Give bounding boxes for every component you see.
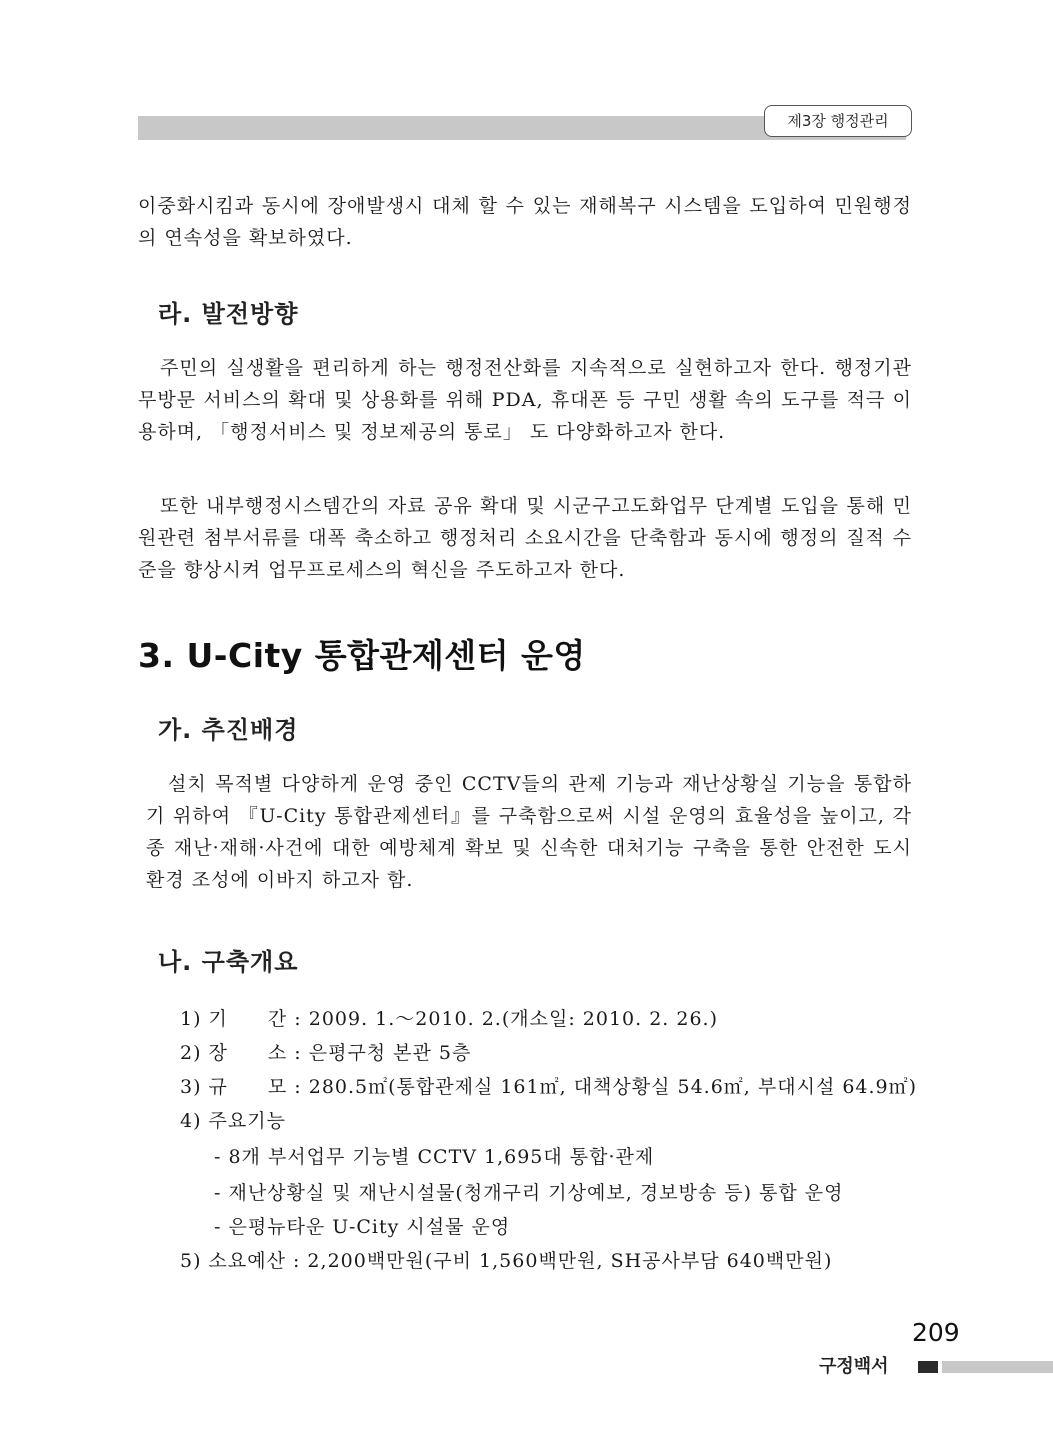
chapter-tab: 제3장 행정관리 <box>764 105 912 137</box>
section-heading-ra: 라. 발전방향 <box>158 300 299 328</box>
function-item-disaster: - 재난상황실 및 재난시설물(청개구리 기상예보, 경보방송 등) 통합 운영 <box>214 1182 844 1204</box>
overview-item-scale: 3) 규 모 : 280.5㎡(통합관제실 161㎡, 대책상황실 54.6㎡, 부대시설 64.9㎡) <box>180 1076 918 1098</box>
chapter-heading: 3. U-City 통합관제센터 운영 <box>138 636 586 675</box>
page-number: 209 <box>912 1318 960 1347</box>
overview-item-location: 2) 장 소 : 은평구청 본관 5층 <box>180 1042 472 1064</box>
overview-item-period: 1) 기 간 : 2009. 1.～2010. 2.(개소일: 2010. 2. 26.) <box>180 1008 718 1030</box>
overview-item-budget: 5) 소요예산 : 2,200백만원(구비 1,560백만원, SH공사부담 640백만원) <box>180 1250 833 1272</box>
section-heading-ga: 가. 추진배경 <box>158 716 299 744</box>
section-heading-na: 나. 구축개요 <box>158 948 299 976</box>
paragraph-ra-1: 주민의 실생활을 편리하게 하는 행정전산화를 지속적으로 실현하고자 한다. 행정기관 무방문 서비스의 확대 및 상용화를 위해 PDA, 휴대폰 등 구민 생활 속의 도구를 적극 이용하며, 「행정서비스 및 정보제공의 통로」 도 다양화하고자 한다. <box>138 357 912 443</box>
overview-item-functions: 4) 주요기능 <box>180 1110 286 1132</box>
paragraph-ga: 설치 목적별 다양하게 운영 중인 CCTV들의 관제 기능과 재난상황실 기능을 통합하기 위하여 『U-City 통합관제센터』를 구축함으로써 시설 운영의 효율성을 높이고, 각종 재난·재해·사건에 대한 예방체계 확보 및 신속한 대처기능 구축을 통한 안전한 도시환경 조성에 이바지 하고자 함. <box>146 773 912 891</box>
intro-paragraph: 이중화시킴과 동시에 장애발생시 대체 할 수 있는 재해복구 시스템을 도입하여 민원행정의 연속성을 확보하였다. <box>138 195 912 249</box>
paragraph-ra-2: 또한 내부행정시스템간의 자료 공유 확대 및 시군구고도화업무 단계별 도입을 통해 민원관련 첨부서류를 대폭 축소하고 행정처리 소요시간을 단축함과 동시에 행정의 질적 수준을 향상시켜 업무프로세스의 혁신을 주도하고자 한다. <box>138 495 912 581</box>
function-item-newtown: - 은평뉴타운 U-City 시설물 운영 <box>214 1216 511 1238</box>
function-item-cctv: - 8개 부서업무 기능별 CCTV 1,695대 통합·관제 <box>214 1146 655 1168</box>
footer-bar-light <box>942 1361 1053 1373</box>
footer-bar-dark <box>918 1361 938 1373</box>
book-title: 구정백서 <box>819 1356 889 1377</box>
